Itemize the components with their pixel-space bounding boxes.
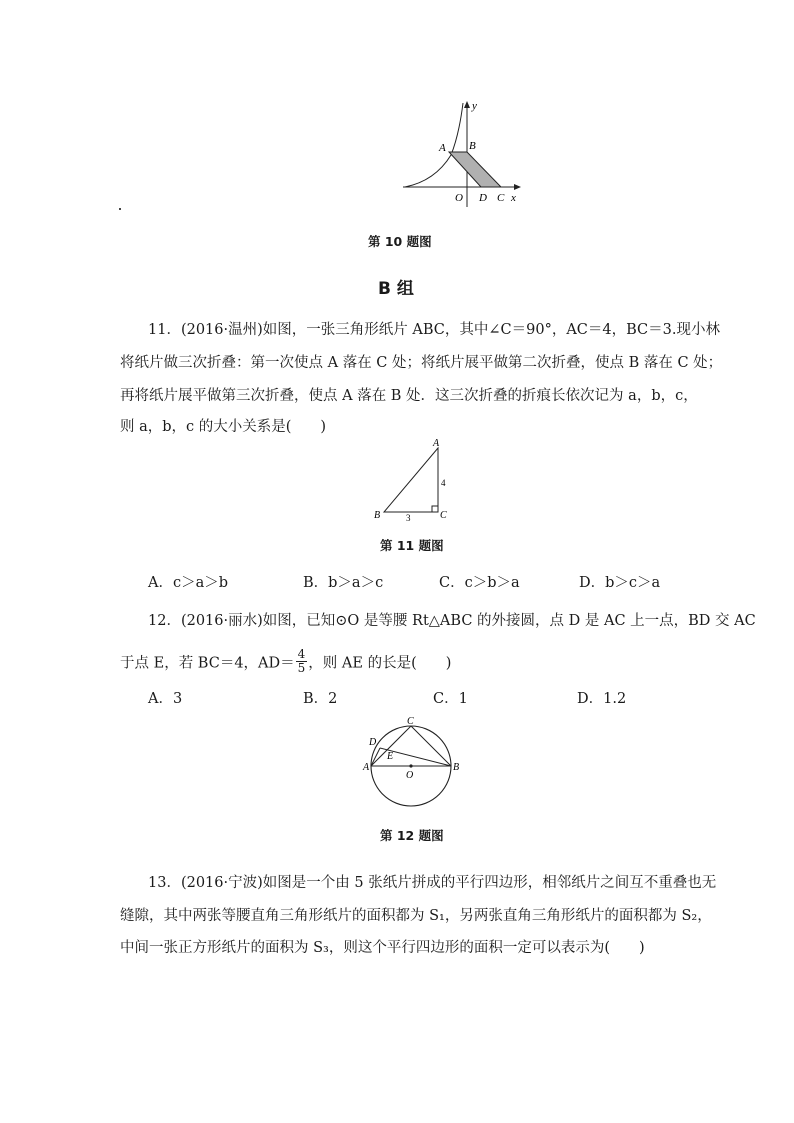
label-B: B (469, 140, 476, 152)
caption-fig11: 第 11 题图 (380, 538, 444, 553)
label-D: D (479, 192, 487, 204)
q12-fraction (296, 648, 308, 675)
section-title: B 组 (378, 279, 414, 299)
x-axis-arrow (514, 184, 521, 190)
q11-line4: 则 a，b，c 的大小关系是( ) (120, 419, 327, 435)
q13-line3: 中间一张正方形纸片的面积为 S₃，则这个平行四边形的面积一定可以表示为( ) (120, 940, 645, 956)
dot-marker (119, 208, 121, 210)
center-point (409, 764, 412, 767)
q11-option-a: A．c＞a＞b (148, 575, 229, 591)
q12-option-b: B．2 (303, 691, 338, 707)
y-axis-arrow (464, 101, 470, 108)
q11-line3: 再将纸片展平做第三次折叠，使点 A 落在 B 处．这三次折叠的折痕长依次记为 a，b，c， (120, 388, 698, 404)
label-side-ac: 4 (441, 478, 446, 488)
caption-fig12: 第 12 题图 (380, 828, 444, 843)
right-angle-mark (432, 506, 438, 512)
chord-bc (411, 726, 451, 766)
label-O: O (406, 770, 414, 781)
q12-line2 (120, 647, 452, 677)
q11-option-b: B．b＞a＞c (303, 575, 384, 591)
label-A: A (433, 438, 440, 449)
label-D: D (369, 737, 377, 748)
q11-option-c: C．c＞b＞a (439, 575, 520, 591)
q12-frac-den: 5 (297, 661, 306, 675)
triangle-abc (384, 448, 438, 512)
label-C: C (440, 510, 447, 521)
caption-fig10: 第 10 题图 (368, 234, 432, 249)
label-O: O (455, 192, 463, 204)
parallelogram-abcd (449, 152, 501, 187)
curve (405, 103, 463, 187)
label-B: B (453, 762, 460, 773)
label-E: E (387, 751, 394, 762)
q12-option-a: A．3 (148, 691, 183, 707)
q12-line2-post: ，则 AE 的长是( ) (308, 655, 452, 672)
label-C: C (497, 192, 505, 204)
label-x: x (511, 192, 516, 204)
q12-option-c: C．1 (433, 691, 468, 707)
figure-10 (395, 95, 530, 210)
q11-line2: 将纸片做三次折叠：第一次使点 A 落在 C 处；将纸片展平做第二次折叠，使点 B 落在 C 处； (120, 355, 723, 371)
figure-12 (360, 712, 470, 814)
label-A: A (363, 762, 370, 773)
q13-line2: 缝隙，其中两张等腰直角三角形纸片的面积都为 S₁，另两张直角三角形纸片的面积都为 S₂， (120, 908, 712, 924)
q12-line2-pre: 于点 E，若 BC＝4，AD＝ (120, 655, 295, 672)
label-C: C (407, 716, 414, 727)
q12-line1: 12．(2016·丽水)如图，已知⊙O 是等腰 Rt△ABC 的外接圆，点 D 是 AC 上一点，BD 交 AC (148, 613, 756, 629)
label-side-bc: 3 (406, 513, 411, 523)
q11-line1: 11．(2016·温州)如图，一张三角形纸片 ABC，其中∠C＝90°，AC＝4，BC＝3.现小林 (148, 322, 720, 338)
q12-option-d: D．1.2 (577, 691, 627, 707)
label-y: y (472, 100, 477, 112)
q12-frac-num: 4 (297, 647, 306, 661)
label-A: A (439, 142, 446, 154)
q11-option-d: D．b＞c＞a (579, 575, 661, 591)
q13-line1: 13．(2016·宁波)如图是一个由 5 张纸片拼成的平行四边形，相邻纸片之间互不重叠也无 (148, 875, 717, 891)
figure-11 (372, 438, 452, 524)
label-B: B (374, 510, 381, 521)
